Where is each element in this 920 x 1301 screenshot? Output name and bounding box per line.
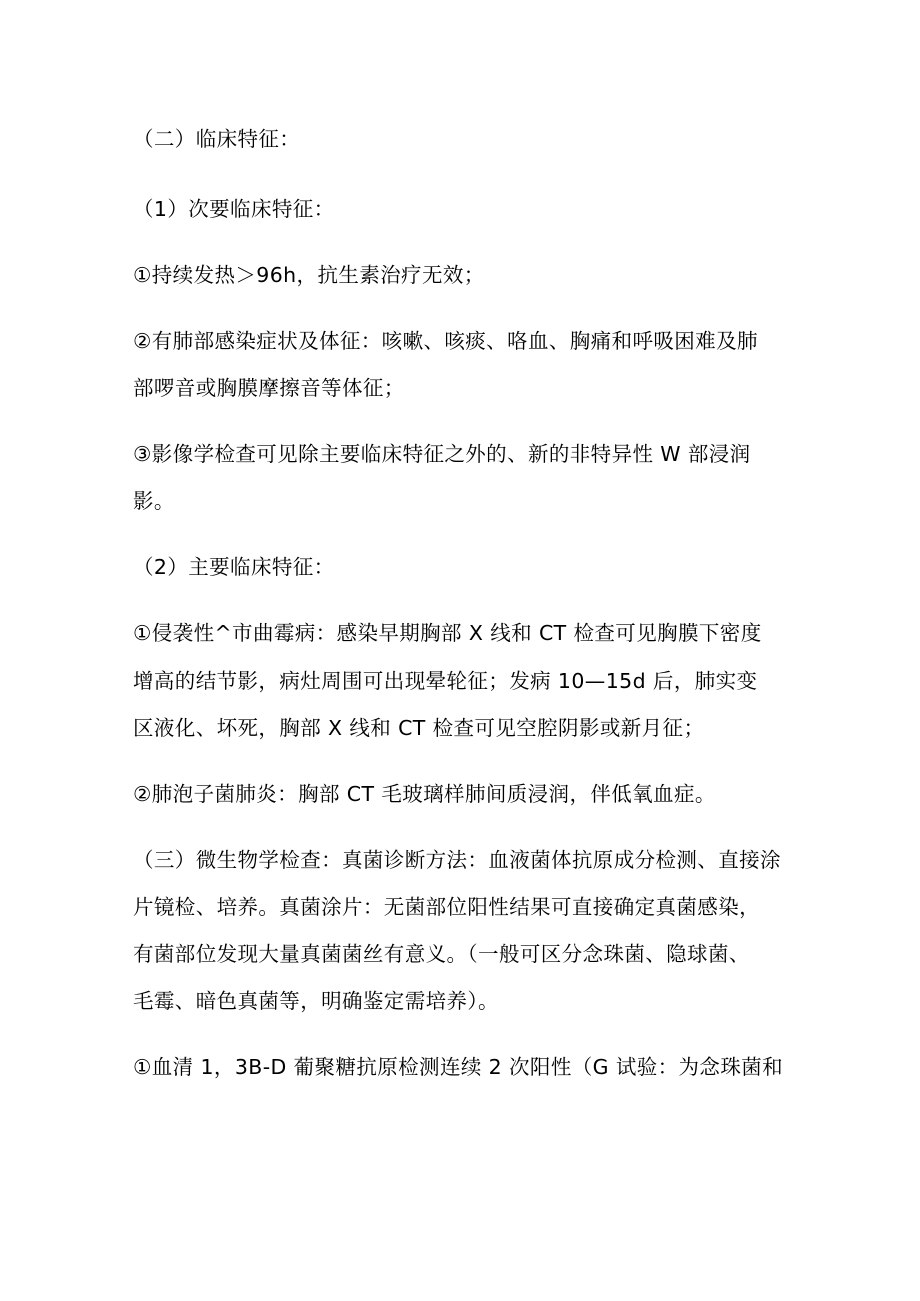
paragraph-line: ①侵袭性^市曲霉病：感染早期胸部 X 线和 CT 检查可见胸膜下密度	[133, 621, 762, 645]
subheading-secondary-features: （1）次要临床特征：	[133, 197, 335, 221]
paragraph-line: 毛霉、暗色真菌等，明确鉴定需培养）。	[133, 989, 499, 1013]
paragraph-line: 片镜检、培养。真菌涂片：无菌部位阳性结果可直接确定真菌感染，	[133, 895, 760, 919]
paragraph-line: 区液化、坏死，胸部 X 线和 CT 检查可见空腔阴影或新月征；	[133, 716, 705, 740]
paragraph-line: ③影像学检查可见除主要临床特征之外的、新的非特异性 W 部浸润	[133, 442, 751, 466]
paragraph-line: 部啰音或胸膜摩擦音等体征；	[133, 376, 405, 400]
paragraph-line: 有菌部位发现大量真菌菌丝有意义。（一般可区分念珠菌、隐球菌、	[133, 942, 750, 966]
section-heading-clinical-features: （二）临床特征：	[133, 127, 301, 151]
paragraph-line: 影。	[133, 489, 175, 513]
paragraph-line: 增高的结节影，病灶周围可出现晕轮征；发病 10—15d 后，肺实变	[133, 669, 758, 693]
paragraph-line: ②肺泡子菌肺炎：胸部 CT 毛玻璃样肺间质浸润，伴低氧血症。	[133, 782, 716, 806]
subheading-main-features: （2）主要临床特征：	[133, 555, 335, 579]
section-heading-microbiology: （三）微生物学检查：真菌诊断方法：血液菌体抗原成分检测、直接涂	[133, 848, 781, 872]
paragraph-line: ②有肺部感染症状及体征：咳嗽、咳痰、咯血、胸痛和呼吸困难及肺	[133, 329, 758, 353]
paragraph-line: ①持续发热＞96h，抗生素治疗无效；	[133, 263, 485, 287]
paragraph-line: ①血清 1，3B-D 葡聚糖抗原检测连续 2 次阳性（G 试验：为念珠菌和	[133, 1055, 784, 1079]
